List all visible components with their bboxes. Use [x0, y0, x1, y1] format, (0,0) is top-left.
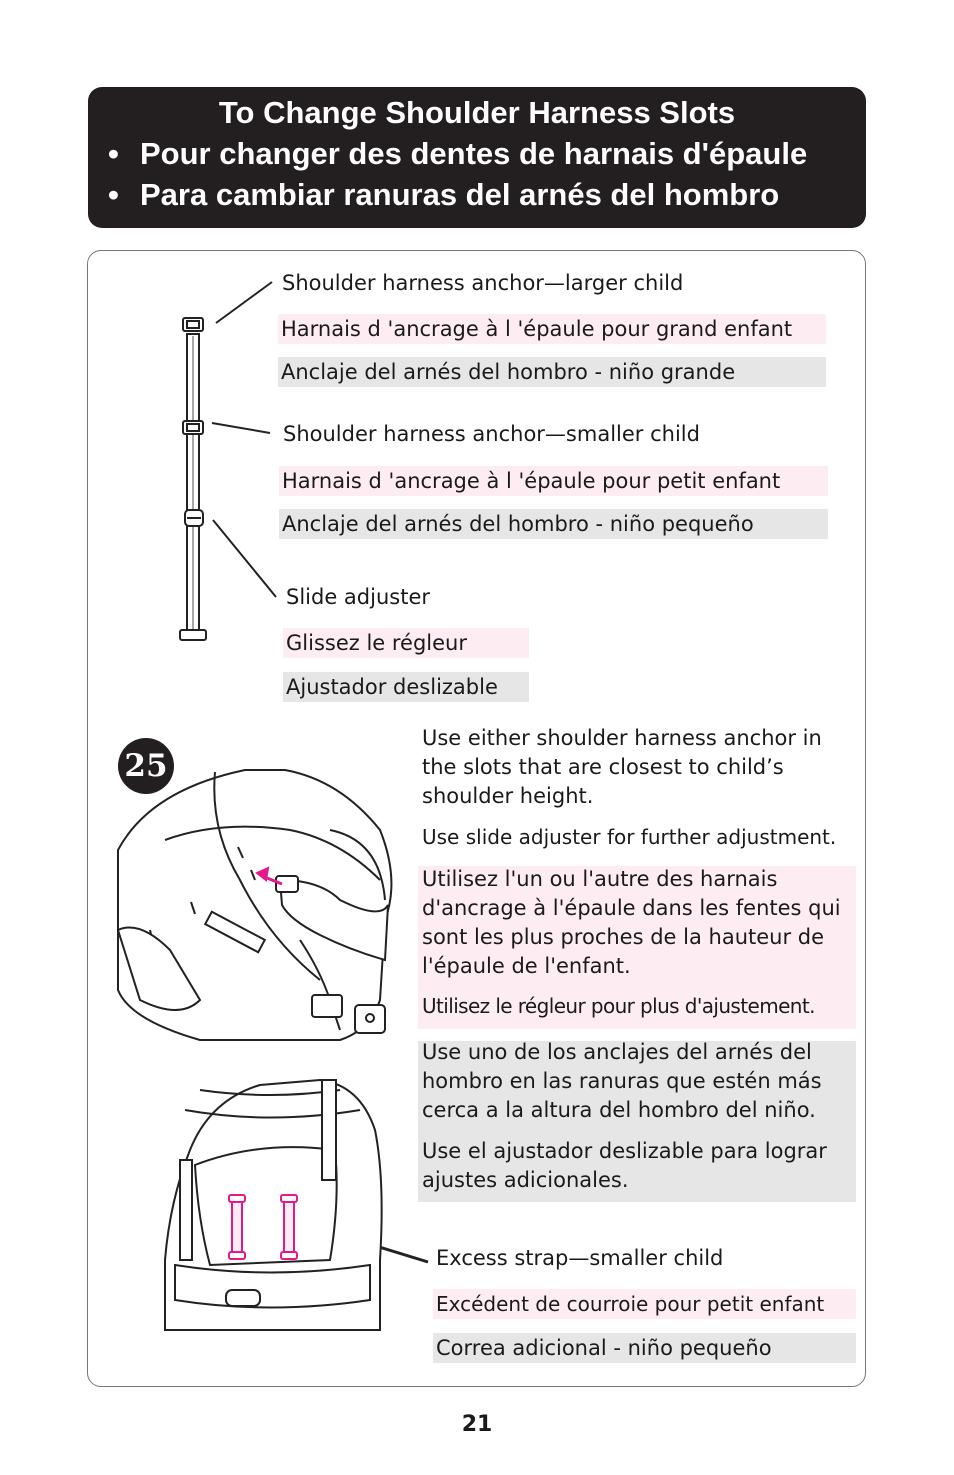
title-spanish-text: Para cambiar ranuras del arnés del hombro	[140, 177, 780, 212]
label-larger-child-es: Anclaje del arnés del hombro - niño grande	[278, 357, 826, 387]
label-excess-strap-es: Correa adicional - niño pequeño	[433, 1333, 856, 1363]
harness-strap-illustration	[180, 318, 206, 640]
instruction-es-2: Use el ajustador deslizable para lograr ajustes adicionales.	[422, 1139, 827, 1192]
label-smaller-child-fr: Harnais d 'ancrage à l 'épaule pour petit enfant	[279, 466, 828, 496]
label-larger-child-en: Shoulder harness anchor—larger child	[282, 271, 684, 295]
label-excess-strap-fr: Excédent de courroie pour petit enfant	[433, 1289, 856, 1319]
label-slide-adjuster-fr: Glissez le régleur	[283, 628, 529, 658]
title-english: To Change Shoulder Harness Slots	[218, 95, 736, 130]
bullet: •	[108, 177, 119, 212]
instruction-en-1: Use either shoulder harness anchor in the slots that are closest to child’s shoulder height.	[422, 726, 822, 808]
instruction-en-2: Use slide adjuster for further adjustment.	[422, 825, 837, 849]
label-slide-adjuster-es: Ajustador deslizable	[283, 672, 529, 702]
bullet: •	[108, 136, 119, 171]
page-number: 21	[461, 1412, 493, 1437]
car-seat-illustration	[165, 1080, 382, 1330]
instruction-es-1: Use uno de los anclajes del arnés del hombro en las ranuras que estén más cerca a la altura del hombro del niño.	[422, 1040, 822, 1122]
step-number-badge: 25	[118, 738, 174, 794]
label-excess-strap-en: Excess strap—smaller child	[436, 1246, 724, 1270]
label-smaller-child-en: Shoulder harness anchor—smaller child	[283, 422, 700, 446]
instruction-fr-1: Utilisez l'un ou l'autre des harnais d'ancrage à l'épaule dans les fentes qui sont les plus proches de la hauteur de l'épaule de l'enfant.	[422, 867, 841, 978]
instruction-fr-2: Utilisez le régleur pour plus d'ajustement.	[422, 994, 815, 1018]
label-smaller-child-es: Anclaje del arnés del hombro - niño pequeño	[279, 509, 828, 539]
label-larger-child-fr: Harnais d 'ancrage à l 'épaule pour grand enfant	[278, 314, 826, 344]
title-french-text: Pour changer des dentes de harnais d'épaule	[140, 136, 808, 171]
hand-threading-illustration	[118, 770, 391, 1040]
label-slide-adjuster-en: Slide adjuster	[286, 585, 430, 609]
